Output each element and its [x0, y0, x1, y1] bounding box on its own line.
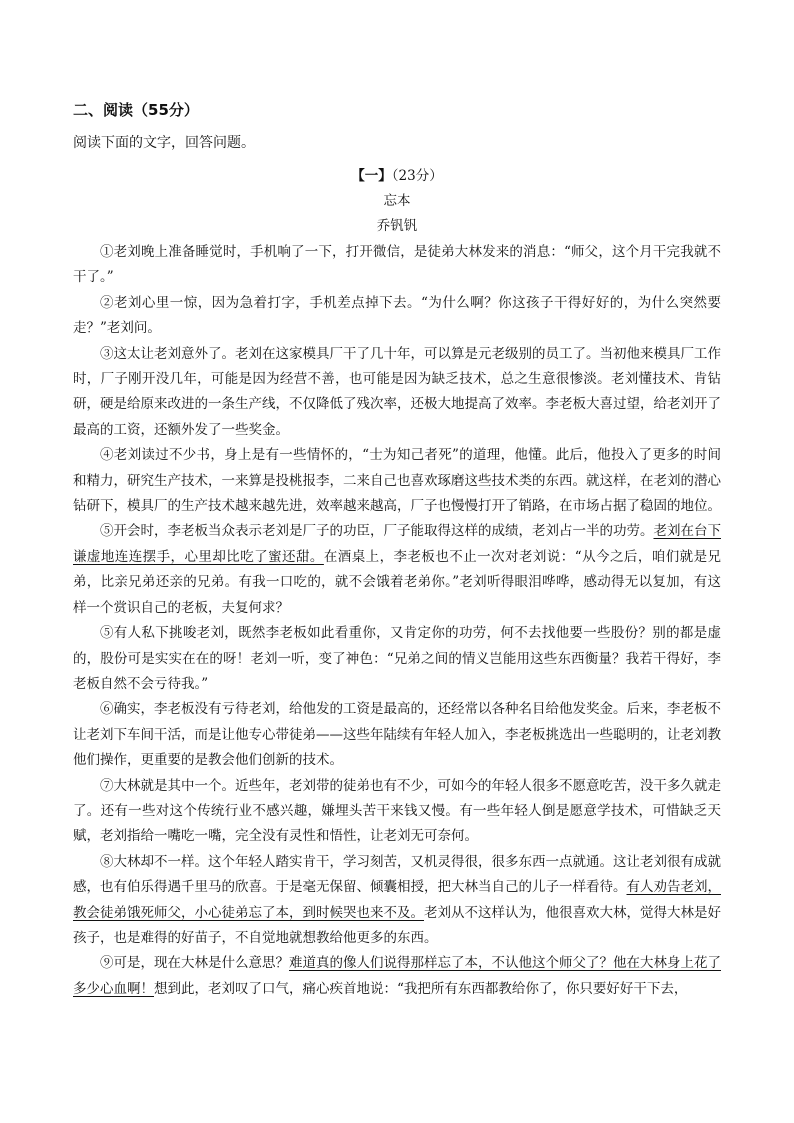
story-author: 乔钒钒 [376, 218, 418, 234]
paragraph-text: ⑦大林就是其中一个。近些年，老刘带的徒弟也有不少，可如今的年轻人很多不愿意吃苦，没干多久就走了。还有一些对这个传统行业不感兴趣，嫌埋头苦干来钱又慢。有一些年轻人倒是愿意学技术，可惜缺乏天赋，老刘指给一嘴吃一嘴，完全没有灵性和悟性，让老刘无可奈何。 [73, 777, 721, 845]
part-score: （23分） [391, 168, 443, 184]
underlined-sentence: 难道真的像人们说得那样忘了本，不认他这个师父了？他在大林身上花了多少心血啊！ [73, 955, 721, 997]
paragraph-text: 在酒桌上，李老板也不止一次对老刘说：“从今之后，咱们就是兄弟，比亲兄弟还亲的兄弟。有我一口吃的，就不会饿着老弟你。”老刘听得眼泪哗哗，感动得无以复加，有这样一个赏识自己的老板，夫复何求？ [73, 548, 722, 616]
paragraph-text: ⑤有人私下挑唆老刘，既然李老板如此看重你，又肯定你的功劳，何不去找他要一些股份？别的都是虚的，股份可是实实在在的呀！老刘一听，变了神色：“兄弟之间的情义岂能用这些东西衡量？我若干得好，李老板自然不会亏待我。” [73, 625, 721, 692]
story-paragraph [73, 240, 721, 291]
paragraph-text: ④老刘读过不少书，身上是有一些情怀的，“士为知己者死”的道理，他懂。此后，他投入了更多的时间和精力，研究生产技术，一来算是投桃报李，二来自己也喜欢琢磨这些技术类的东西。就这样，在老刘的潜心钻研下，模具厂的生产技术越来越先进，效率越来越高，厂子也慢慢打开了销路，在市场占据了稳固的地位。 [73, 447, 721, 515]
story-paragraph [73, 697, 721, 773]
story-paragraph [73, 443, 721, 519]
story-paragraph [73, 519, 721, 621]
story-paragraph [73, 951, 721, 1002]
underlined-sentence: 老刘在台下谦虚地连连摆手，心里却比吃了蜜还甜。 [73, 523, 721, 565]
story-paragraph [73, 774, 721, 850]
paragraph-text: ②老刘心里一惊，因为急着打字，手机差点掉下去。“为什么啊？你这孩子干得好好的，为什么突然要走？”老刘问。 [73, 294, 721, 337]
story-paragraph [73, 291, 721, 342]
reading-instruction: 阅读下面的文字，回答问题。 [73, 135, 255, 151]
section-heading: 二、阅读（55分） [73, 101, 199, 119]
part-label: 【一】 [351, 168, 392, 184]
story-title: 忘本 [383, 193, 411, 209]
paragraph-text: ③这太让老刘意外了。老刘在这家模具厂干了几十年，可以算是元老级别的员工了。当初他来模具厂工作时，厂子刚开没几年，可能是因为经营不善，也可能是因为缺乏技术，总之生意很惨淡。老刘懂技术、肯钻研，硬是给原来改进的一条生产线，不仅降低了残次率，还极大地提高了效率。李老板大喜过望，给老刘开了最高的工资，还额外发了一些奖金。 [73, 345, 721, 438]
part-heading [73, 166, 721, 186]
story-paragraph [73, 621, 721, 697]
paragraph-text: 想到此，老刘叹了口气，痛心疾首地说：“我把所有东西都教给你了，你只要好好干下去， [154, 980, 688, 997]
story-paragraph [73, 342, 721, 444]
underlined-sentence: 有人劝告老刘，教会徒弟饿死师父，小心徒弟忘了本，到时候哭也来不及。 [73, 879, 721, 921]
paragraph-text: ⑨可是，现在大林是什么意思？ [100, 955, 289, 972]
paragraph-text: ⑧大林却不一样。这个年轻人踏实肯干，学习刻苦，又机灵得很，很多东西一点就通。这让老刘很有成就感，也有伯乐得遇千里马的欣喜。于是毫无保留、倾囊相授，把大林当自己的儿子一样看待。 [73, 853, 721, 896]
paragraph-text: ⑥确实，李老板没有亏待老刘，给他发的工资是最高的，还经常以各种名目给他发奖金。后来，李老板不让老刘下车间干活，而是让他专心带徒弟——这些年陆续有年轻人加入，李老板挑选出一些聪明的，让老刘教他们操作，更重要的是教会他们创新的技术。 [73, 701, 721, 769]
paragraph-text: ①老刘晚上准备睡觉时，手机响了一下，打开微信，是徒弟大林发来的消息：“师父，这个月干完我就不干了。” [73, 244, 721, 286]
story-body [73, 240, 721, 1002]
paragraph-text: ⑤开会时，李老板当众表示老刘是厂子的功臣，厂子能取得这样的成绩，老刘占一半的功劳。 [100, 523, 654, 540]
story-paragraph [73, 850, 721, 952]
paragraph-text: 老刘从不这样认为，他很喜欢大林，觉得大林是好孩子，也是难得的好苗子，不自觉地就想教给他更多的东西。 [73, 904, 721, 946]
